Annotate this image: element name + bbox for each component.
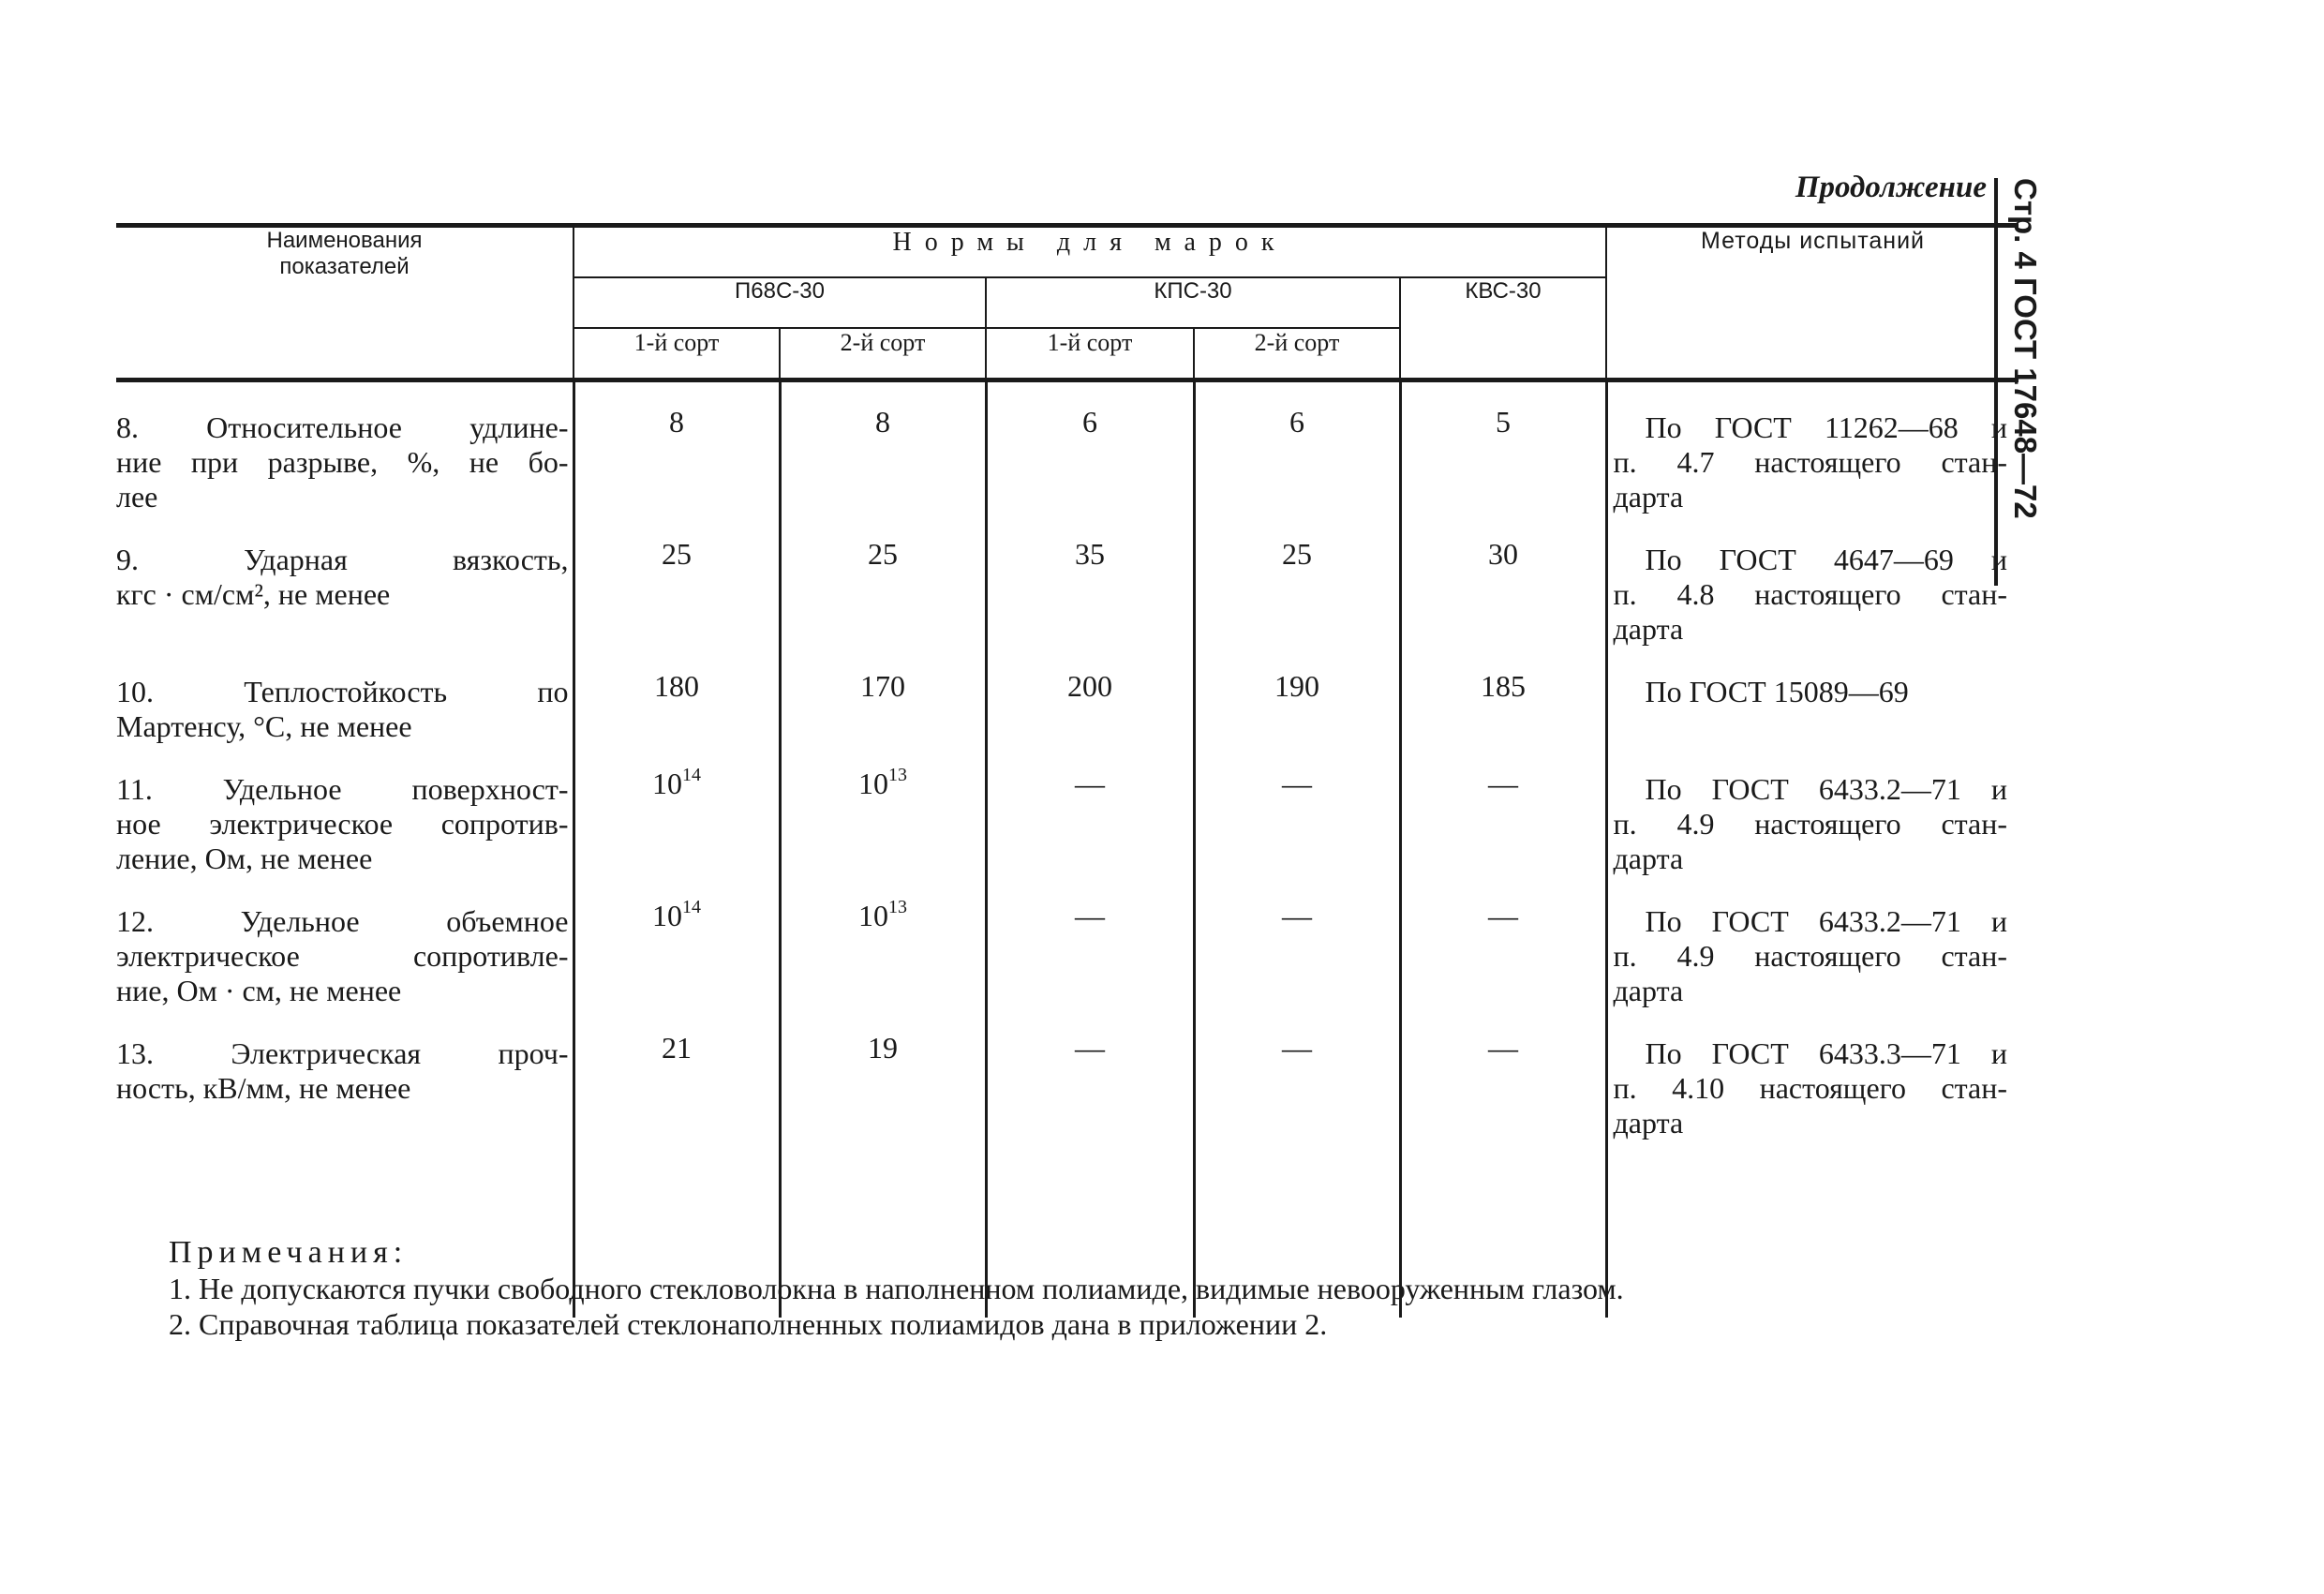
test-method-line: дарта xyxy=(1613,612,1684,646)
kps30-sort-2-value xyxy=(1194,744,1400,876)
kps30-sort-2-value xyxy=(1194,380,1400,515)
value-text: $10^{14}$ xyxy=(652,897,701,932)
value-exponent: 14 xyxy=(682,765,701,785)
p68s30-sort-1-header: 1-й сорт xyxy=(574,328,780,380)
indicator-name-line: электрическое сопротивле- xyxy=(116,939,569,973)
indicator-name-header-line-2: показателей xyxy=(279,254,410,279)
table-row xyxy=(116,514,2019,647)
indicator-name-line: 9. Ударная вязкость, xyxy=(116,543,569,576)
indicator-name-line: ное электрическое сопротив- xyxy=(116,807,569,841)
value-text: 185 xyxy=(1481,669,1526,703)
value-text: — xyxy=(1488,1031,1518,1065)
p68s30-sort-2-value xyxy=(780,876,986,1008)
table-header xyxy=(116,226,2019,380)
value-text: 21 xyxy=(662,1031,692,1065)
table-row xyxy=(116,380,2019,515)
indicator-name-header xyxy=(116,226,574,380)
test-method-line: дарта xyxy=(1613,842,1684,875)
indicator-name-line: лее xyxy=(116,480,158,514)
indicator-name-line: 10. Теплостойкость по xyxy=(116,675,569,708)
kps30-sort-1-value xyxy=(986,744,1194,876)
value-text: 35 xyxy=(1075,537,1105,571)
indicator-name-line: 13. Электрическая проч- xyxy=(116,1036,569,1070)
value-text: 19 xyxy=(868,1031,898,1065)
test-method-line: п. 4.9 настоящего стан- xyxy=(1613,807,2008,841)
value-exponent: 13 xyxy=(888,765,907,785)
test-method-line: По ГОСТ 6433.3—71 и xyxy=(1645,1036,2008,1070)
test-method-cell xyxy=(1606,514,2019,647)
value-text: 200 xyxy=(1067,669,1112,703)
kps30-sort-2-header: 2-й сорт xyxy=(1194,328,1400,380)
test-method-line: По ГОСТ 15089—69 xyxy=(1645,675,1909,708)
value-text: — xyxy=(1075,899,1105,932)
kvs30-value xyxy=(1400,876,1606,1008)
value-text: — xyxy=(1282,899,1312,932)
indicator-name-line: ние при разрыве, %, не бо- xyxy=(116,445,569,479)
kps30-sort-1-value xyxy=(986,647,1194,744)
test-method-line: дарта xyxy=(1613,480,1684,514)
value-text: 5 xyxy=(1496,405,1511,439)
indicator-name-line: 11. Удельное поверхност- xyxy=(116,772,569,806)
value-text: — xyxy=(1075,1031,1105,1065)
kps30-sort-1-value xyxy=(986,876,1194,1008)
value-text: — xyxy=(1488,767,1518,800)
value-text: 180 xyxy=(654,669,699,703)
notes xyxy=(169,1235,2005,1342)
value-text: 25 xyxy=(868,537,898,571)
value-text: 6 xyxy=(1082,405,1097,439)
indicator-name-line: кгс · см/см², не менее xyxy=(116,577,391,611)
indicator-name-line: ление, Ом, не менее xyxy=(116,842,373,875)
test-method-cell xyxy=(1606,380,2019,515)
side-header-text: Стр. 4 ГОСТ 17648—72 xyxy=(2008,178,2043,519)
kps30-sort-2-value xyxy=(1194,514,1400,647)
kps30-sort-2-value xyxy=(1194,647,1400,744)
p68s30-sort-2-header: 2-й сорт xyxy=(780,328,986,380)
grade-p68s30-header: П68С-30 xyxy=(574,277,986,328)
kps30-sort-1-value xyxy=(986,514,1194,647)
indicator-name-line: 12. Удельное объемное xyxy=(116,904,569,938)
value-exponent: 14 xyxy=(682,897,701,917)
value-text: 25 xyxy=(662,537,692,571)
value-text: 8 xyxy=(875,405,890,439)
value-text: $10^{14}$ xyxy=(652,765,701,800)
note-1: 1. Не допускаются пучки свободного стекловолокна в наполненном полиамиде, видимые невооруженным глазом. xyxy=(169,1272,1624,1305)
test-method-line: По ГОСТ 6433.2—71 и xyxy=(1645,904,2008,938)
test-method-line: По ГОСТ 6433.2—71 и xyxy=(1645,772,2008,806)
test-method-line: дарта xyxy=(1613,974,1684,1007)
indicator-name-line: ние, Ом · см, не менее xyxy=(116,974,402,1007)
p68s30-sort-1-value xyxy=(574,647,780,744)
value-text: — xyxy=(1075,767,1105,800)
indicator-name-cell xyxy=(116,380,574,515)
p68s30-sort-2-value xyxy=(780,514,986,647)
norms-table xyxy=(116,223,2019,1318)
indicator-name-cell xyxy=(116,744,574,876)
grade-kvs30-header: КВС-30 xyxy=(1400,277,1606,380)
indicator-name-cell xyxy=(116,647,574,744)
p68s30-sort-1-value xyxy=(574,744,780,876)
table-row xyxy=(116,647,2019,744)
value-text: 6 xyxy=(1289,405,1304,439)
indicator-name-cell xyxy=(116,876,574,1008)
table-row xyxy=(116,876,2019,1008)
grade-kps30-header: КПС-30 xyxy=(986,277,1400,328)
value-text: $10^{13}$ xyxy=(858,765,907,800)
p68s30-sort-1-value xyxy=(574,876,780,1008)
kvs30-value xyxy=(1400,647,1606,744)
value-text: 170 xyxy=(860,669,905,703)
notes-title: Примечания: xyxy=(169,1235,409,1270)
methods-header: Методы испытаний xyxy=(1606,226,2019,380)
norms-header: Нормы для марок xyxy=(574,226,1606,278)
test-method-line: п. 4.10 настоящего стан- xyxy=(1613,1071,2008,1105)
test-method-line: п. 4.7 настоящего стан- xyxy=(1613,445,2008,479)
p68s30-sort-2-value xyxy=(780,647,986,744)
value-text: — xyxy=(1282,767,1312,800)
table-body xyxy=(116,380,2019,1318)
p68s30-sort-2-value xyxy=(780,380,986,515)
test-method-cell xyxy=(1606,876,2019,1008)
kps30-sort-1-header: 1-й сорт xyxy=(986,328,1194,380)
test-method-line: п. 4.9 настоящего стан- xyxy=(1613,939,2008,973)
value-text: $10^{13}$ xyxy=(858,897,907,932)
test-method-cell xyxy=(1606,647,2019,744)
p68s30-sort-1-value xyxy=(574,380,780,515)
p68s30-sort-2-value xyxy=(780,744,986,876)
indicator-name-header-line-1: Наименования xyxy=(266,228,423,253)
kps30-sort-1-value xyxy=(986,380,1194,515)
kps30-sort-2-value xyxy=(1194,876,1400,1008)
kvs30-value xyxy=(1400,514,1606,647)
value-text: — xyxy=(1282,1031,1312,1065)
test-method-cell xyxy=(1606,744,2019,876)
test-method-line: По ГОСТ 11262—68 и xyxy=(1645,410,2008,444)
note-2: 2. Справочная таблица показателей стеклонаполненных полиамидов дана в приложении 2. xyxy=(169,1307,1328,1341)
value-text: 190 xyxy=(1274,669,1319,703)
p68s30-sort-1-value xyxy=(574,514,780,647)
test-method-line: п. 4.8 настоящего стан- xyxy=(1613,577,2008,611)
indicator-name-line: 8. Относительное удлине- xyxy=(116,410,569,444)
table-row xyxy=(116,744,2019,876)
kvs30-value xyxy=(1400,380,1606,515)
value-exponent: 13 xyxy=(888,897,907,917)
test-method-line: дарта xyxy=(1613,1106,1684,1140)
kvs30-value xyxy=(1400,744,1606,876)
indicator-name-cell xyxy=(116,514,574,647)
indicator-name-line: ность, кВ/мм, не менее xyxy=(116,1071,411,1105)
value-text: 8 xyxy=(669,405,684,439)
value-text: — xyxy=(1488,899,1518,932)
continuation-label: Продолжение xyxy=(1795,171,1987,204)
indicator-name-line: Мартенсу, °C, не менее xyxy=(116,709,412,743)
test-method-line: По ГОСТ 4647—69 и xyxy=(1645,543,2008,576)
value-text: 30 xyxy=(1488,537,1518,571)
value-text: 25 xyxy=(1282,537,1312,571)
